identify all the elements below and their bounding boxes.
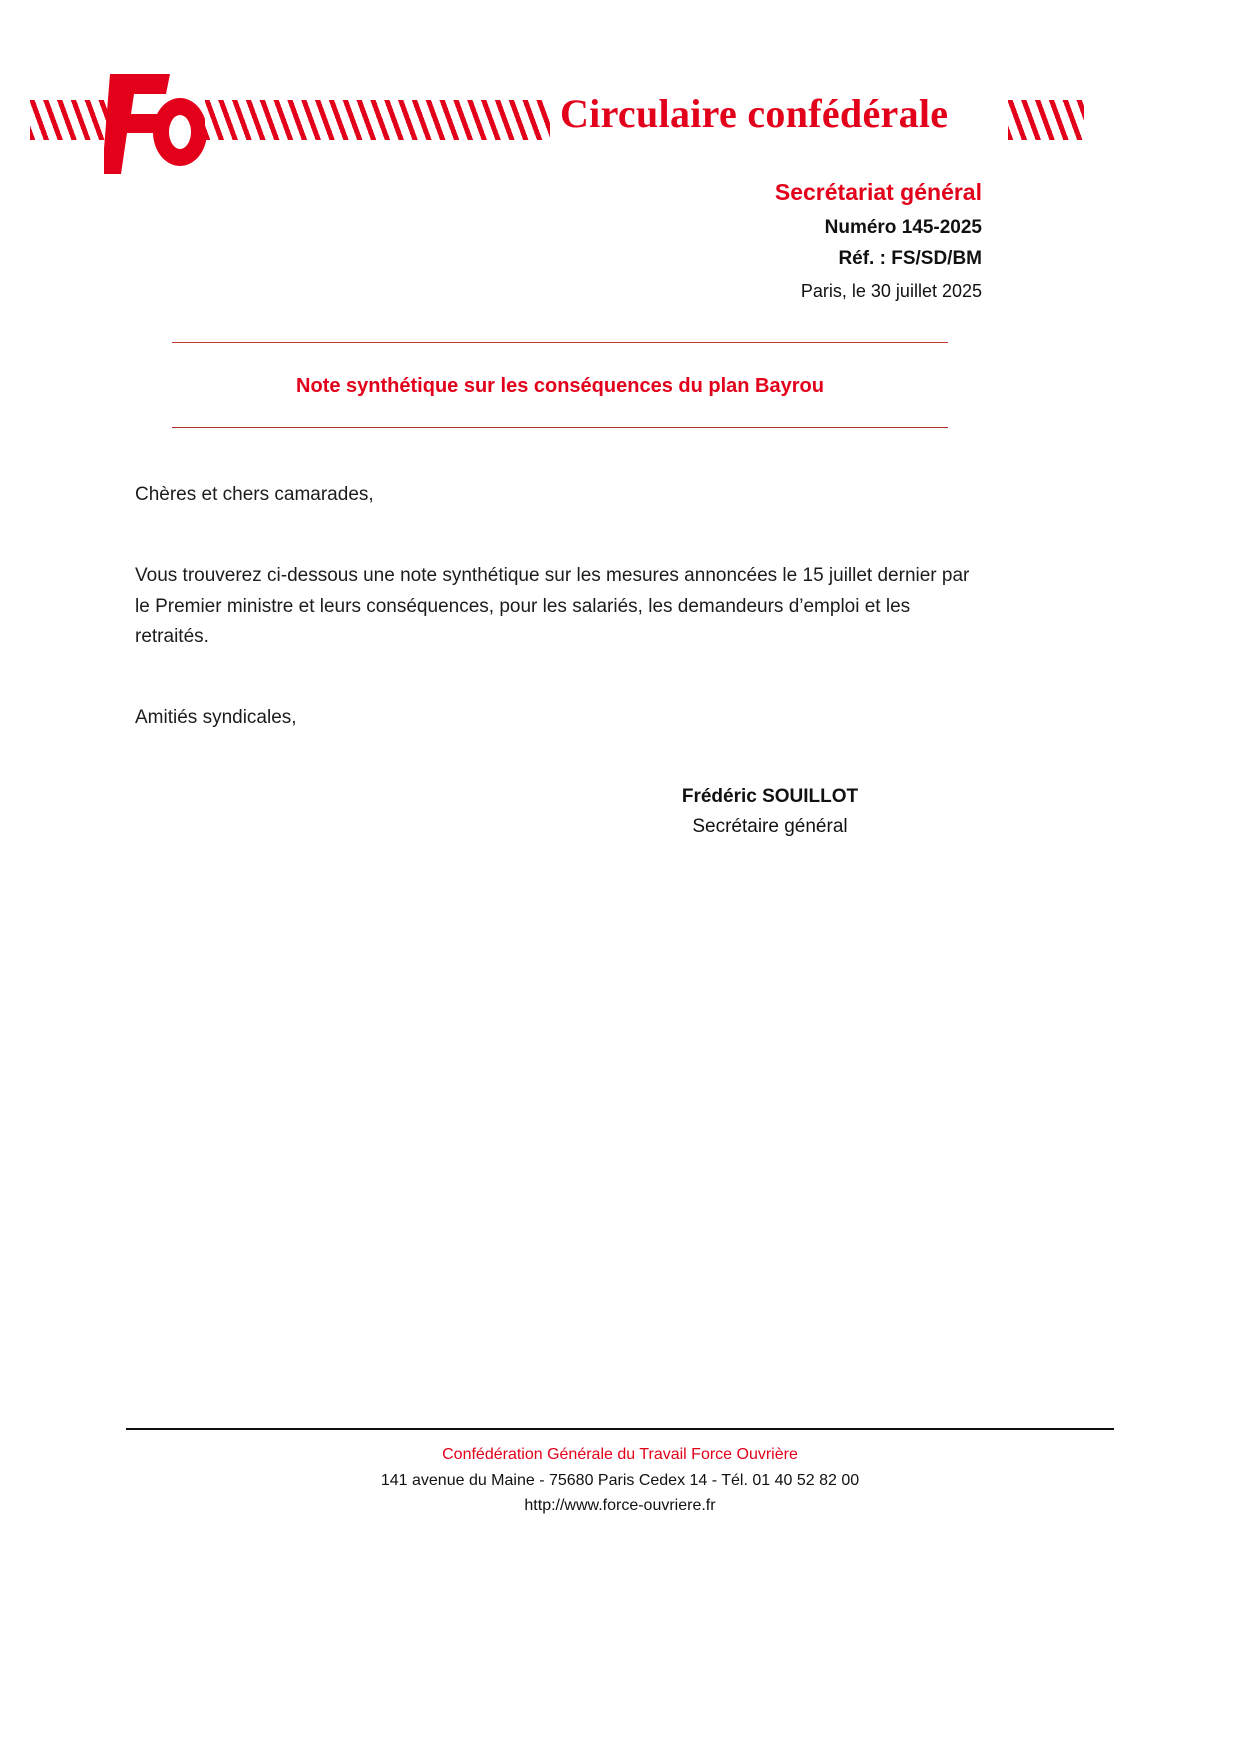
fo-logo-icon — [104, 70, 208, 178]
signature-role: Secrétaire général — [692, 816, 848, 838]
document-meta — [382, 175, 982, 305]
meta-reference: Réf. : FS/SD/BM — [838, 248, 982, 270]
letter-paragraph: Vous trouverez ci-dessous une note synthétique sur les mesures annoncées le 15 juillet dernier par le Premier ministre et leurs conséquences, pour les salariés, les demandeurs d’emploi et les retraités. — [135, 564, 970, 648]
document-header — [0, 62, 1240, 172]
signature-block — [560, 782, 980, 843]
subject-block — [172, 342, 948, 428]
letter-greeting: Chères et chers camarades, — [135, 484, 374, 505]
letter-body — [135, 480, 985, 734]
hatch-stripes-left-icon — [30, 100, 108, 140]
footer-divider — [126, 1428, 1114, 1430]
letter-closing: Amitiés syndicales, — [135, 707, 297, 729]
footer-address: 141 avenue du Maine - 75680 Paris Cedex 14 - Tél. 01 40 52 82 00 — [380, 1471, 860, 1489]
meta-place-date: Paris, le 30 juillet 2025 — [800, 280, 982, 301]
meta-secretariat: Secrétariat général — [774, 179, 982, 205]
document-title: Circulaire confédérale — [560, 91, 949, 136]
footer-organisation: Confédération Générale du Travail Force Ouvrière — [442, 1446, 798, 1463]
subject-title: Note synthétique sur les conséquences du plan Bayrou — [296, 375, 824, 397]
footer-website[interactable]: http://www.force-ouvriere.fr — [524, 1497, 716, 1515]
document-footer — [126, 1428, 1114, 1519]
hatch-stripes-right-icon — [1008, 100, 1084, 140]
subject-rule-bottom — [172, 427, 948, 428]
meta-number: Numéro 145-2025 — [824, 216, 982, 238]
hatch-stripes-middle-icon — [205, 100, 550, 140]
signature-name: Frédéric SOUILLOT — [681, 786, 859, 807]
